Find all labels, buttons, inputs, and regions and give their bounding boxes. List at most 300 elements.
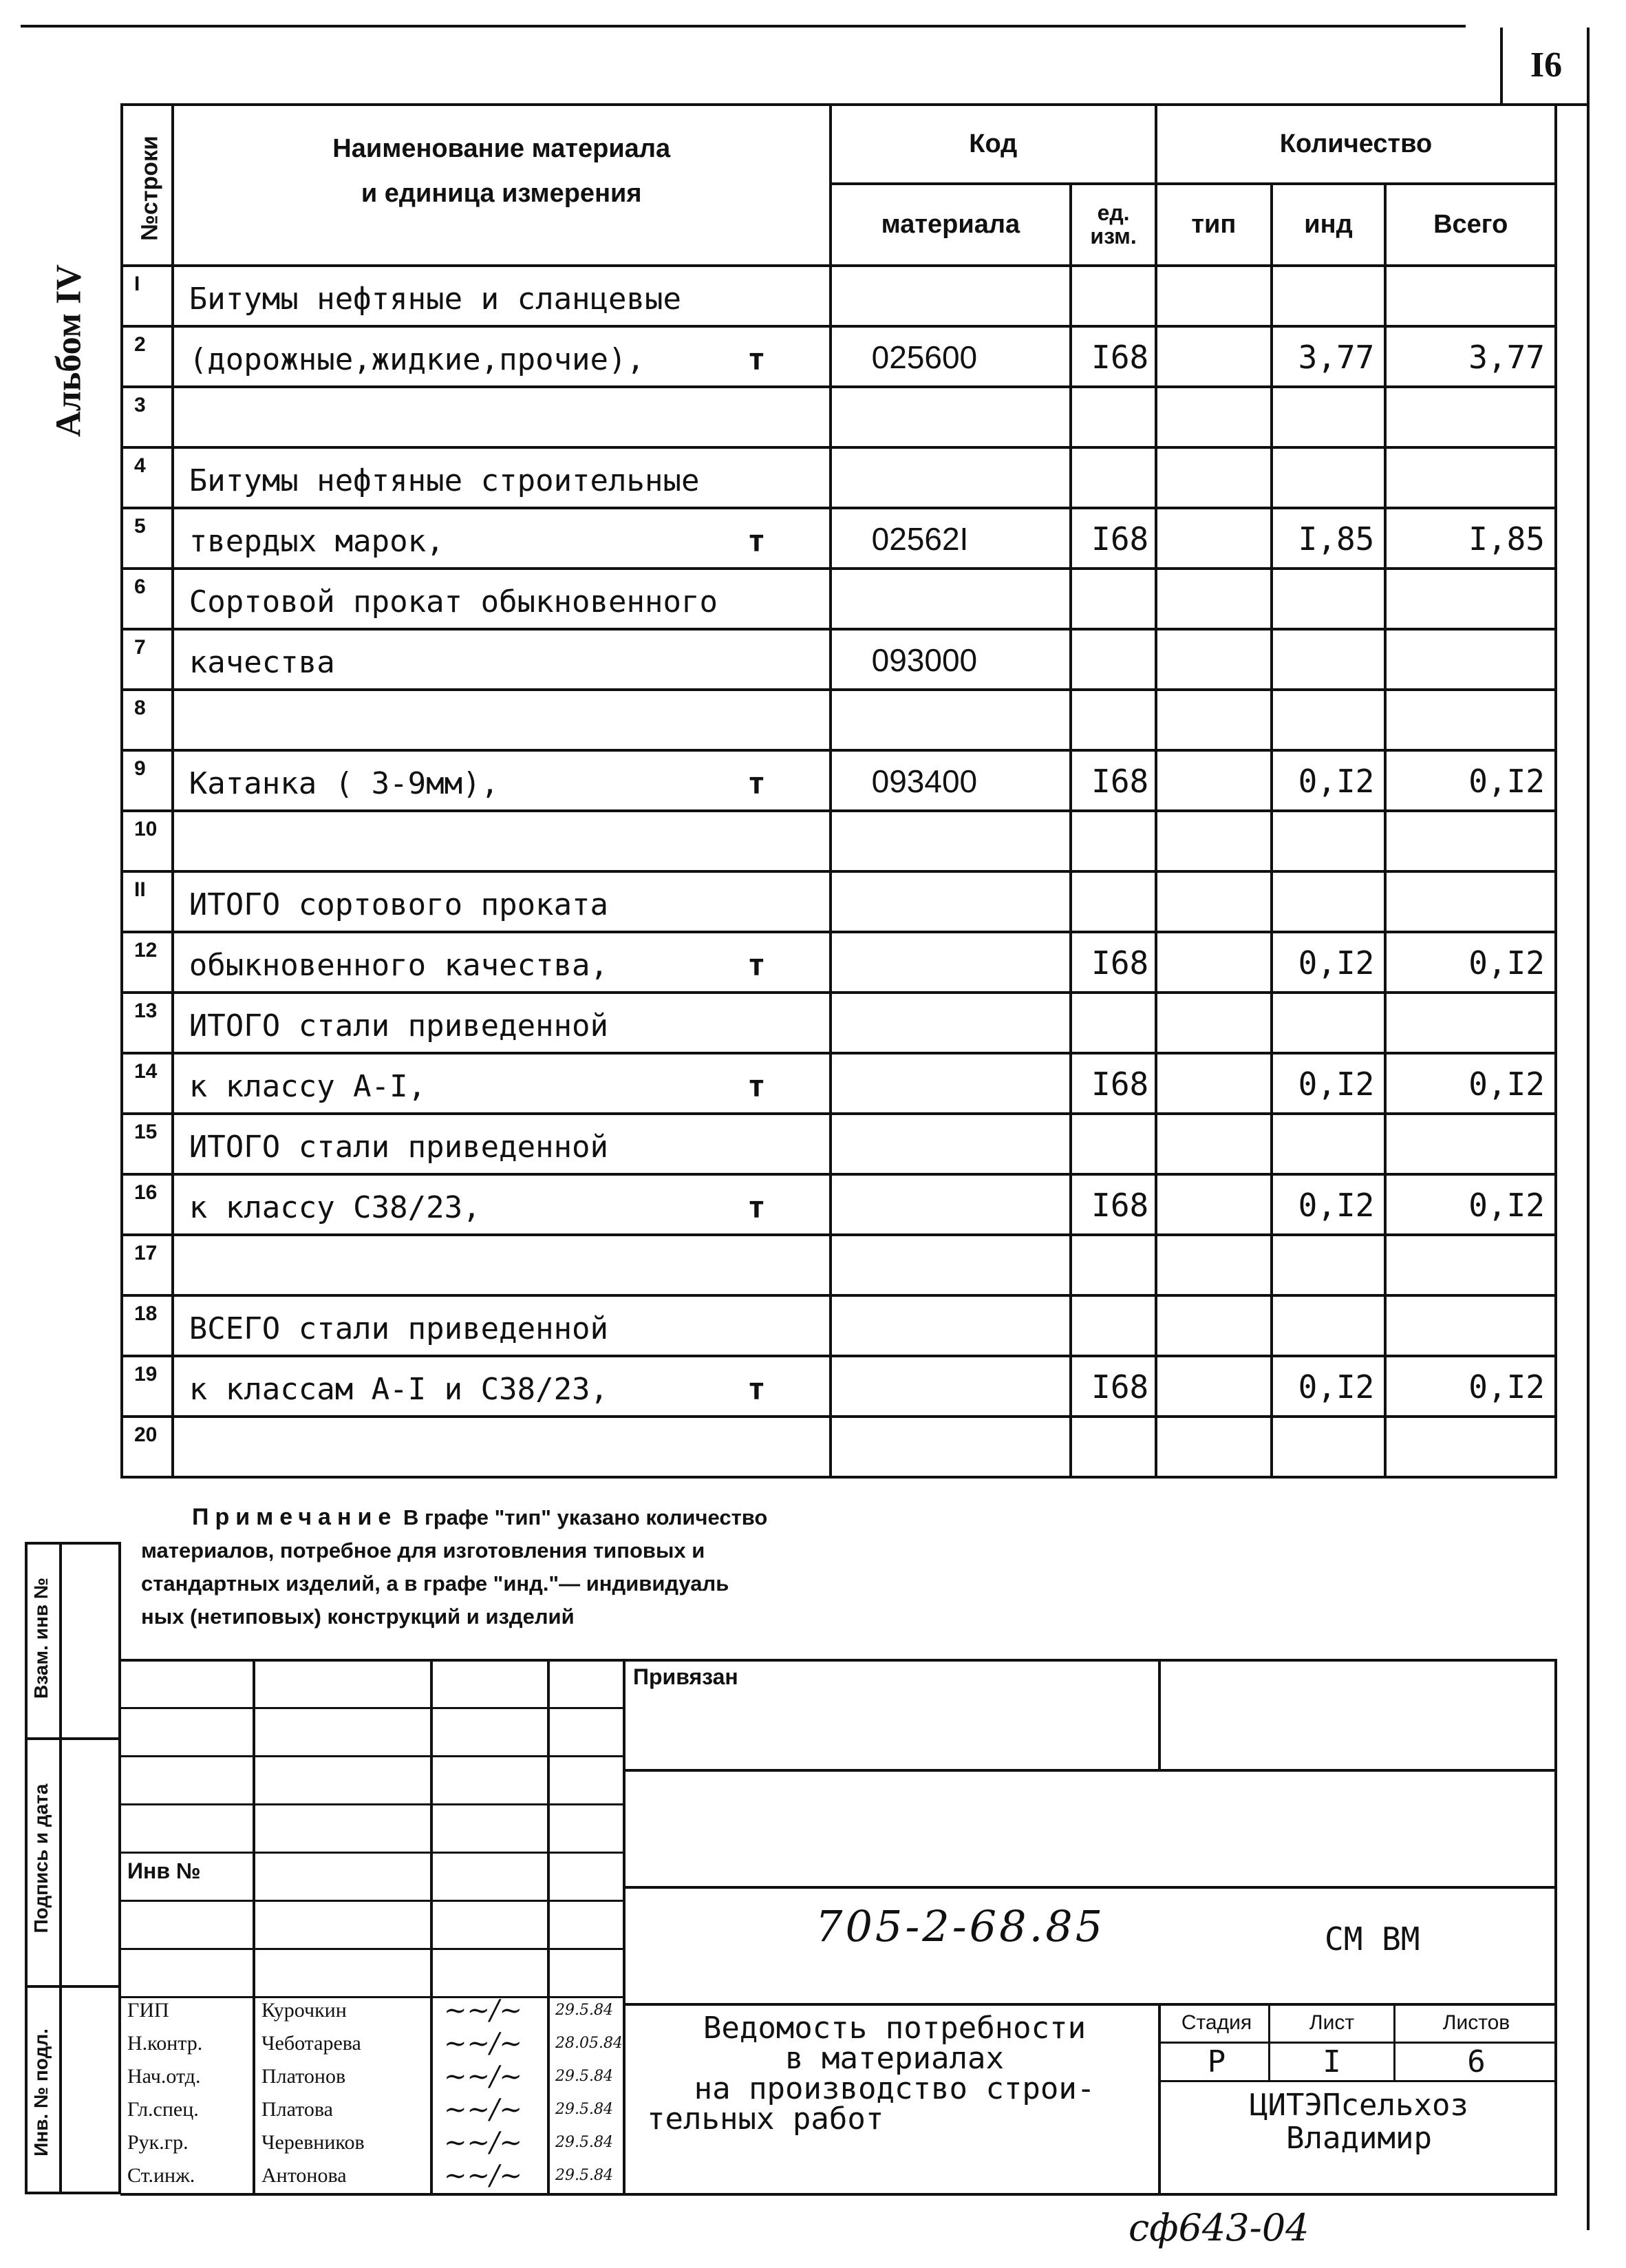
row-type-cell <box>1156 932 1272 993</box>
signer-name: Антонова <box>261 2164 347 2187</box>
row-total-cell <box>1385 447 1556 508</box>
row-type-cell <box>1156 811 1272 871</box>
row-type-cell <box>1156 871 1272 932</box>
row-name-cell <box>173 871 831 932</box>
row-number: 2 <box>134 333 146 356</box>
table-row <box>122 1295 1556 1356</box>
row-total-cell <box>1385 629 1556 690</box>
doc-title <box>633 2011 1156 2137</box>
row-unit-cell <box>1071 1114 1156 1174</box>
row-name: Битумы нефтяные строительные <box>189 463 700 498</box>
doc-title-line4: тельных работ <box>647 2101 884 2137</box>
row-number-cell <box>122 1114 173 1174</box>
col-row-no-label: №строки <box>136 136 163 241</box>
signer-signature: ~~/~ <box>444 2127 523 2159</box>
row-number-cell <box>122 1235 173 1295</box>
row-unit-cell <box>1071 1235 1156 1295</box>
doc-type: СМ ВМ <box>1325 1920 1420 1958</box>
table-row <box>122 629 1556 690</box>
row-type-cell <box>1156 387 1272 447</box>
row-code-cell <box>831 569 1071 629</box>
row-name: к классу А-I, <box>189 1069 427 1104</box>
col-name-header <box>173 105 831 266</box>
row-number-cell <box>122 1356 173 1417</box>
row-name-cell <box>173 1053 831 1114</box>
row-total-cell <box>1385 1174 1556 1235</box>
doc-code: 705-2-68.85 <box>815 1901 1106 1951</box>
row-number-cell <box>122 932 173 993</box>
row-unit-cell <box>1071 629 1156 690</box>
row-code: 093400 <box>871 763 978 799</box>
row-name-cell <box>173 690 831 750</box>
row-total-cell <box>1385 1053 1556 1114</box>
note-line1: В графе "тип" указано количество <box>403 1505 768 1529</box>
row-ind-cell <box>1272 1295 1386 1356</box>
row-ind-cell <box>1272 750 1386 811</box>
privyazan-label: Привязан <box>633 1664 738 1689</box>
row-ind: 0,I2 <box>1298 1368 1375 1406</box>
row-number: 15 <box>134 1121 158 1143</box>
row-code-cell <box>831 1235 1071 1295</box>
table-row <box>122 387 1556 447</box>
row-code-cell <box>831 629 1071 690</box>
row-unit-code: I68 <box>1091 1368 1149 1406</box>
row-number: II <box>134 878 146 901</box>
row-unit-cell <box>1071 750 1156 811</box>
table-row <box>122 871 1556 932</box>
signer-role: Гл.спец. <box>127 2098 199 2121</box>
row-code-cell <box>831 750 1071 811</box>
row-unit-cell <box>1071 690 1156 750</box>
row-name-cell <box>173 1235 831 1295</box>
row-ind-cell <box>1272 629 1386 690</box>
signer-role: Ст.инж. <box>127 2164 195 2187</box>
side-strip <box>25 1542 121 2194</box>
row-unit-cell <box>1071 1295 1156 1356</box>
row-code-cell <box>831 993 1071 1053</box>
row-type-cell <box>1156 993 1272 1053</box>
row-type-cell <box>1156 1174 1272 1235</box>
note-line3: стандартных изделий, а в графе "инд."— индивидуаль <box>141 1571 729 1596</box>
row-ind-cell <box>1272 266 1386 326</box>
row-type-cell <box>1156 447 1272 508</box>
row-name-cell <box>173 447 831 508</box>
row-name: к классам А-I и С38/23, <box>189 1372 609 1407</box>
table-row <box>122 1053 1556 1114</box>
sheet-number: I6 <box>1530 45 1563 85</box>
row-number: 7 <box>134 636 146 659</box>
note <box>141 1501 767 1633</box>
row-total: I,85 <box>1468 520 1545 558</box>
row-code-cell <box>831 811 1071 871</box>
row-unit-cell <box>1071 1053 1156 1114</box>
row-ind-cell <box>1272 1053 1386 1114</box>
row-unit-cell <box>1071 993 1156 1053</box>
org-line1: ЦИТЭПсельхоз <box>1250 2088 1468 2123</box>
row-number: 9 <box>134 757 146 780</box>
row-ind: 0,I2 <box>1298 763 1375 800</box>
signer-name: Курочкин <box>261 1999 347 2022</box>
org <box>1161 2089 1557 2155</box>
row-unit-symbol: т <box>747 1190 766 1225</box>
row-type-cell <box>1156 1356 1272 1417</box>
table-row <box>122 993 1556 1053</box>
row-number: 3 <box>134 394 146 416</box>
row-total-cell <box>1385 1114 1556 1174</box>
row-number: 18 <box>134 1302 158 1325</box>
row-name: Сортовой прокат обыкновенного <box>189 584 718 619</box>
col-name-line2: и единица измерения <box>361 179 642 208</box>
side-label-vzam: Взам. инв № <box>30 1578 52 1699</box>
row-name-cell <box>173 811 831 871</box>
side-label-sign-date: Подпись и дата <box>30 1783 52 1933</box>
row-ind-cell <box>1272 690 1386 750</box>
doc-title-line2: в материалах <box>785 2041 1004 2076</box>
row-ind: 0,I2 <box>1298 1187 1375 1224</box>
row-number-cell <box>122 871 173 932</box>
row-code: 093000 <box>871 642 978 678</box>
sheets-label: Листов <box>1442 2011 1510 2034</box>
row-number-cell <box>122 508 173 569</box>
row-ind-cell <box>1272 1356 1386 1417</box>
row-code-cell <box>831 266 1071 326</box>
signer-date: 28.05.84 <box>555 2035 623 2052</box>
row-type-cell <box>1156 508 1272 569</box>
row-number: 6 <box>134 575 146 598</box>
row-code-cell <box>831 1053 1071 1114</box>
row-type-cell <box>1156 690 1272 750</box>
row-ind-cell <box>1272 569 1386 629</box>
table-row <box>122 750 1556 811</box>
row-total-cell <box>1385 690 1556 750</box>
row-code-cell <box>831 871 1071 932</box>
row-ind-cell <box>1272 1174 1386 1235</box>
stage-label: Стадия <box>1181 2011 1252 2034</box>
row-ind: 3,77 <box>1298 339 1375 376</box>
row-type-cell <box>1156 1114 1272 1174</box>
row-code-cell <box>831 508 1071 569</box>
footer-mark: сф643-04 <box>1128 2206 1309 2249</box>
row-total-cell <box>1385 1417 1556 1477</box>
top-border <box>21 25 1466 28</box>
col-code-header <box>831 105 1156 184</box>
table-row <box>122 1114 1556 1174</box>
row-name-cell <box>173 266 831 326</box>
row-name-cell <box>173 387 831 447</box>
org-line2: Владимир <box>1286 2121 1432 2156</box>
side-label-inv-no: Инв. № подл. <box>30 2028 52 2156</box>
row-name-cell <box>173 1417 831 1477</box>
row-name-cell <box>173 1114 831 1174</box>
signer-name: Платонов <box>261 2065 346 2088</box>
col-qty-label: Количество <box>1279 129 1433 158</box>
row-total-cell <box>1385 569 1556 629</box>
row-name: Катанка ( 3-9мм), <box>189 766 500 801</box>
col-name-line1: Наименование материала <box>332 134 671 163</box>
table-row <box>122 508 1556 569</box>
table-body <box>122 266 1556 1477</box>
col-code-unit-header <box>1071 184 1156 266</box>
row-total-cell <box>1385 326 1556 387</box>
row-number-cell <box>122 811 173 871</box>
row-ind: 0,I2 <box>1298 1066 1375 1103</box>
row-ind-cell <box>1272 508 1386 569</box>
signer-role: Н.контр. <box>127 2032 203 2055</box>
row-number: 10 <box>134 818 158 840</box>
row-name: к классу С38/23, <box>189 1190 481 1225</box>
title-block <box>120 1659 1557 2196</box>
col-code-unit-label: ед. изм. <box>1090 200 1137 249</box>
row-number-cell <box>122 569 173 629</box>
row-name: качества <box>189 645 335 680</box>
row-code-cell <box>831 326 1071 387</box>
col-code-material-header <box>831 184 1071 266</box>
row-name-cell <box>173 1295 831 1356</box>
row-number: 13 <box>134 999 158 1022</box>
row-type-cell <box>1156 569 1272 629</box>
signer-role: ГИП <box>127 1999 169 2022</box>
row-ind-cell <box>1272 1417 1386 1477</box>
row-name-cell <box>173 508 831 569</box>
signer-date: 29.5.84 <box>555 2068 613 2085</box>
row-name: ИТОГО стали приведенной <box>189 1008 609 1043</box>
row-name-cell <box>173 326 831 387</box>
row-ind-cell <box>1272 993 1386 1053</box>
row-total-cell <box>1385 993 1556 1053</box>
row-total: 3,77 <box>1468 339 1545 376</box>
row-ind-cell <box>1272 326 1386 387</box>
row-unit-cell <box>1071 508 1156 569</box>
row-unit-cell <box>1071 932 1156 993</box>
note-title: Примечание <box>192 1504 398 1530</box>
row-unit-code: I68 <box>1091 1187 1149 1224</box>
row-ind-cell <box>1272 932 1386 993</box>
inv-label: Инв № <box>127 1858 201 1883</box>
signer-date: 29.5.84 <box>555 2134 613 2151</box>
row-code-cell <box>831 447 1071 508</box>
signer-signature: ~~/~ <box>444 2028 523 2059</box>
row-code-cell <box>831 1295 1071 1356</box>
col-qty-type-header <box>1156 184 1272 266</box>
row-total: 0,I2 <box>1468 763 1545 800</box>
row-unit-symbol: т <box>747 524 766 559</box>
row-total-cell <box>1385 1295 1556 1356</box>
table-row <box>122 266 1556 326</box>
row-ind-cell <box>1272 447 1386 508</box>
row-unit-code: I68 <box>1091 944 1149 982</box>
col-qty-type-label: тип <box>1191 209 1237 239</box>
row-total-cell <box>1385 811 1556 871</box>
row-number-cell <box>122 993 173 1053</box>
row-number-cell <box>122 447 173 508</box>
table-row <box>122 569 1556 629</box>
sheets-value: 6 <box>1467 2044 1486 2079</box>
signer-signature: ~~/~ <box>444 2160 523 2192</box>
row-unit-cell <box>1071 1174 1156 1235</box>
row-type-cell <box>1156 1235 1272 1295</box>
row-code-cell <box>831 932 1071 993</box>
row-code-cell <box>831 690 1071 750</box>
signer-name: Черевников <box>261 2131 365 2154</box>
row-ind-cell <box>1272 387 1386 447</box>
row-type-cell <box>1156 1417 1272 1477</box>
materials-table <box>120 103 1557 1479</box>
row-unit-symbol: т <box>747 1069 766 1104</box>
doc-title-line1: Ведомость потребности <box>703 2011 1087 2046</box>
row-type-cell <box>1156 750 1272 811</box>
row-ind: I,85 <box>1298 520 1375 558</box>
signer-signature: ~~/~ <box>444 2061 523 2092</box>
row-name: Битумы нефтяные и сланцевые <box>189 282 682 317</box>
row-number: 17 <box>134 1242 158 1264</box>
row-total: 0,I2 <box>1468 1066 1545 1103</box>
row-total-cell <box>1385 1235 1556 1295</box>
row-unit-cell <box>1071 811 1156 871</box>
row-unit-cell <box>1071 266 1156 326</box>
signer-date: 29.5.84 <box>555 2002 613 2019</box>
row-code: 025600 <box>871 339 978 375</box>
table-row <box>122 932 1556 993</box>
row-total-cell <box>1385 387 1556 447</box>
row-number-cell <box>122 690 173 750</box>
row-code-cell <box>831 1114 1071 1174</box>
note-line2: материалов, потребное для изготовления типовых и <box>141 1538 705 1562</box>
table-row <box>122 326 1556 387</box>
signer-role: Рук.гр. <box>127 2131 189 2154</box>
row-total-cell <box>1385 508 1556 569</box>
table-row <box>122 811 1556 871</box>
note-line4: ных (нетиповых) конструкций и изделий <box>141 1604 575 1629</box>
row-ind-cell <box>1272 871 1386 932</box>
row-total-cell <box>1385 871 1556 932</box>
row-unit-code: I68 <box>1091 520 1149 558</box>
row-total: 0,I2 <box>1468 1187 1545 1224</box>
row-unit-symbol: т <box>747 1372 766 1407</box>
row-unit-code: I68 <box>1091 763 1149 800</box>
col-code-material-label: материала <box>881 209 1020 239</box>
signer-date: 29.5.84 <box>555 2101 613 2118</box>
table-row <box>122 1235 1556 1295</box>
row-number-cell <box>122 629 173 690</box>
row-name: обыкновенного качества, <box>189 948 609 983</box>
row-type-cell <box>1156 629 1272 690</box>
row-type-cell <box>1156 266 1272 326</box>
row-number: 19 <box>134 1363 158 1386</box>
table-row <box>122 690 1556 750</box>
row-unit-symbol: т <box>747 948 766 983</box>
row-unit-code: I68 <box>1091 1066 1149 1103</box>
row-ind-cell <box>1272 1235 1386 1295</box>
col-qty-ind-header <box>1272 184 1386 266</box>
row-number-cell <box>122 326 173 387</box>
row-number-cell <box>122 1053 173 1114</box>
row-unit-cell <box>1071 447 1156 508</box>
row-number: 14 <box>134 1060 158 1083</box>
row-total-cell <box>1385 932 1556 993</box>
row-name-cell <box>173 750 831 811</box>
album-label: Альбом IV <box>49 264 89 437</box>
row-number: 20 <box>134 1423 158 1446</box>
row-name: ИТОГО сортового проката <box>189 887 609 922</box>
col-code-label: Код <box>969 129 1018 158</box>
right-border <box>1587 28 1590 2230</box>
row-number-cell <box>122 387 173 447</box>
col-qty-total-header <box>1385 184 1556 266</box>
row-name-cell <box>173 932 831 993</box>
stage-value: Р <box>1207 2044 1226 2079</box>
sheet-value: I <box>1323 2044 1341 2079</box>
row-name-cell <box>173 993 831 1053</box>
col-qty-total-label: Всего <box>1433 209 1508 239</box>
row-total: 0,I2 <box>1468 944 1545 982</box>
row-unit-cell <box>1071 1417 1156 1477</box>
row-unit-symbol: т <box>747 342 766 377</box>
table-row <box>122 1356 1556 1417</box>
col-row-no-header <box>122 105 173 266</box>
signer-name: Чеботарева <box>261 2032 361 2055</box>
row-code-cell <box>831 387 1071 447</box>
sheet-label: Лист <box>1309 2011 1355 2034</box>
row-name-cell <box>173 629 831 690</box>
row-ind-cell <box>1272 811 1386 871</box>
row-name: (дорожные,жидкие,прочие), <box>189 342 645 377</box>
row-unit-code: I68 <box>1091 339 1149 376</box>
row-number-cell <box>122 1174 173 1235</box>
row-ind-cell <box>1272 1114 1386 1174</box>
row-name: ИТОГО стали приведенной <box>189 1130 609 1165</box>
row-unit-cell <box>1071 569 1156 629</box>
row-type-cell <box>1156 1053 1272 1114</box>
row-name-cell <box>173 1356 831 1417</box>
row-total-cell <box>1385 266 1556 326</box>
signer-signature: ~~/~ <box>444 1995 523 2026</box>
row-number: 5 <box>134 515 146 538</box>
signer-role: Нач.отд. <box>127 2065 201 2088</box>
row-number: 8 <box>134 697 146 719</box>
signer-date: 29.5.84 <box>555 2167 613 2184</box>
signer-name: Платова <box>261 2098 333 2121</box>
row-number-cell <box>122 750 173 811</box>
row-name: твердых марок, <box>189 524 445 559</box>
row-number: 16 <box>134 1181 158 1204</box>
row-unit-cell <box>1071 1356 1156 1417</box>
row-number: 12 <box>134 939 158 962</box>
row-name-cell <box>173 1174 831 1235</box>
col-qty-ind-label: инд <box>1304 209 1353 239</box>
row-total-cell <box>1385 1356 1556 1417</box>
row-unit-cell <box>1071 871 1156 932</box>
row-number: 4 <box>134 454 146 477</box>
row-ind: 0,I2 <box>1298 944 1375 982</box>
table-row <box>122 1174 1556 1235</box>
row-number-cell <box>122 1417 173 1477</box>
row-number-cell <box>122 266 173 326</box>
row-code-cell <box>831 1417 1071 1477</box>
col-qty-header <box>1156 105 1556 184</box>
signer-signature: ~~/~ <box>444 2094 523 2126</box>
row-name: ВСЕГО стали приведенной <box>189 1311 609 1346</box>
row-unit-cell <box>1071 387 1156 447</box>
row-type-cell <box>1156 326 1272 387</box>
row-number-cell <box>122 1295 173 1356</box>
row-unit-symbol: т <box>747 766 766 801</box>
row-total-cell <box>1385 750 1556 811</box>
row-type-cell <box>1156 1295 1272 1356</box>
sheet-number-box <box>1500 28 1590 106</box>
doc-title-line3: на производство строи- <box>694 2071 1095 2106</box>
table-row <box>122 1417 1556 1477</box>
row-number: I <box>134 273 140 295</box>
